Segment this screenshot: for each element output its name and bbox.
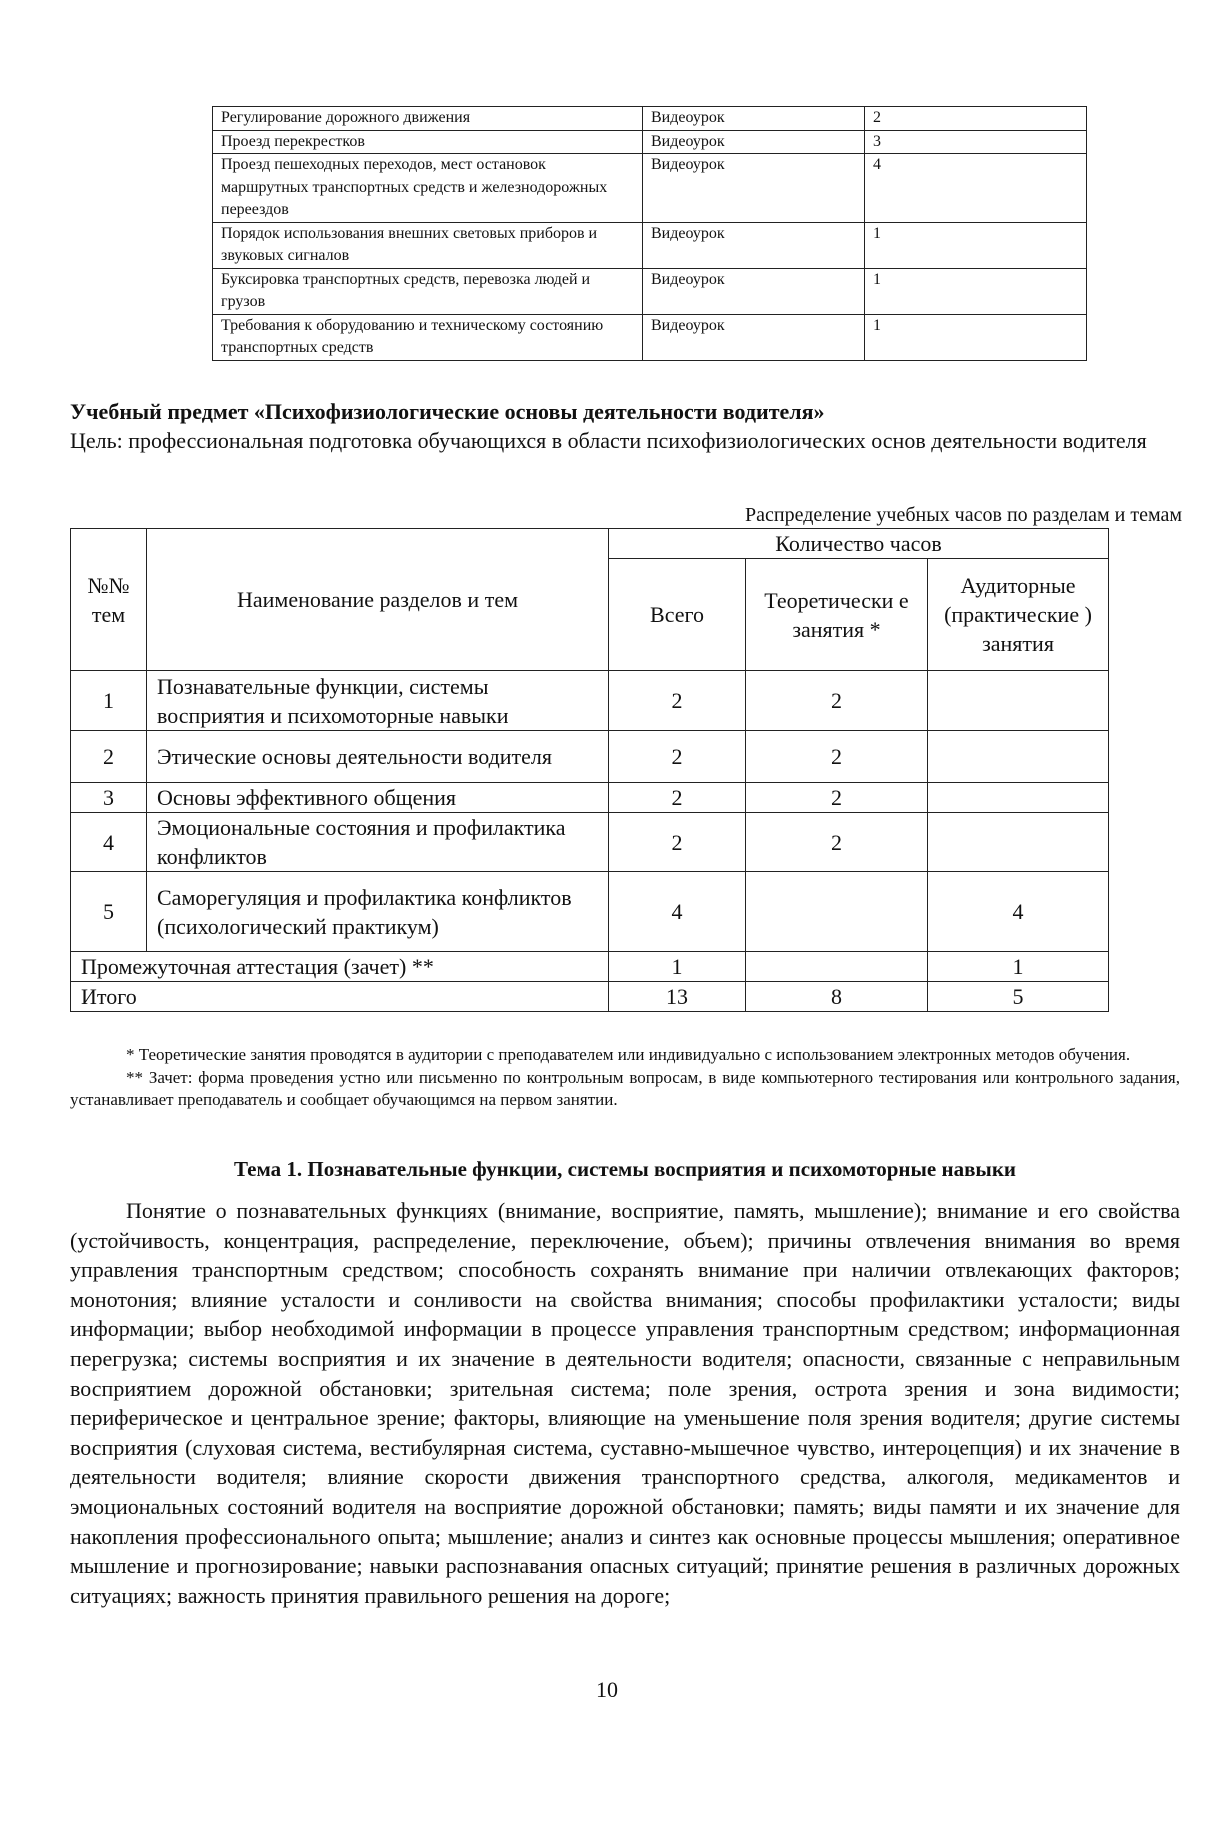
topic-total-hours: 2 — [609, 813, 746, 872]
header-name: Наименование разделов и тем — [147, 529, 609, 671]
topic-total-hours: 2 — [609, 671, 746, 731]
interim-row-label: Промежуточная аттестация (зачет) ** — [71, 952, 609, 982]
total-row — [71, 982, 1109, 1012]
topic-num: 4 — [71, 813, 147, 872]
topic-num: 5 — [71, 872, 147, 952]
lesson-row — [213, 314, 1087, 360]
hours-table — [70, 528, 1109, 1012]
topic-name: Эмоциональные состояния и профилактика конфликтов — [147, 813, 609, 872]
topic-name: Основы эффективного общения — [147, 783, 609, 813]
topic-practice-hours — [928, 731, 1109, 783]
header-total: Всего — [609, 559, 746, 671]
topic-num: 3 — [71, 783, 147, 813]
total-row-theory: 8 — [746, 982, 928, 1012]
topic-num: 1 — [71, 671, 147, 731]
total-row-total: 13 — [609, 982, 746, 1012]
lesson-type: Видеоурок — [643, 268, 865, 314]
video-lessons-table — [212, 106, 1087, 361]
note-theory: * Теоретические занятия проводятся в аудитории с преподавателем или индивидуально с использованием электронных методов обучения. — [126, 1045, 1131, 1064]
topic-row — [71, 872, 1109, 952]
total-row-label: Итого — [71, 982, 609, 1012]
lesson-hours: 4 — [865, 154, 1087, 223]
topic-row — [71, 671, 1109, 731]
lesson-name: Регулирование дорожного движения — [213, 107, 643, 131]
interim-row-total: 1 — [609, 952, 746, 982]
topic-num: 2 — [71, 731, 147, 783]
topic-total-hours: 4 — [609, 872, 746, 952]
header-theory: Теоретически е занятия * — [746, 559, 928, 671]
topic-row — [71, 731, 1109, 783]
lesson-row — [213, 154, 1087, 223]
lesson-name: Проезд пешеходных переходов, мест остановок маршрутных транспортных средств и железнодорожных переездов — [213, 154, 643, 223]
topic-total-hours: 2 — [609, 783, 746, 813]
lesson-row — [213, 130, 1087, 154]
lesson-name: Буксировка транспортных средств, перевозка людей и грузов — [213, 268, 643, 314]
subject-goal: Цель: профессиональная подготовка обучающихся в области психофизиологических основ деятельности водителя — [70, 428, 1147, 453]
lesson-type: Видеоурок — [643, 222, 865, 268]
topic-name: Познавательные функции, системы восприятия и психомоторные навыки — [147, 671, 609, 731]
total-row-practice: 5 — [928, 982, 1109, 1012]
distribution-caption: Распределение учебных часов по разделам и темам — [745, 504, 1182, 526]
interim-row — [71, 952, 1109, 982]
lesson-name: Требования к оборудованию и техническому состоянию транспортных средств — [213, 314, 643, 360]
header-hours-group: Количество часов — [609, 529, 1109, 559]
topic-name: Этические основы деятельности водителя — [147, 731, 609, 783]
header-practice: Аудиторные (практические ) занятия — [928, 559, 1109, 671]
note-exam: ** Зачет: форма проведения устно или письменно по контрольным вопросам, в виде компьютерного тестирования или контрольного задания, устанавливает преподаватель и сообщает обучающимся на первом занятии. — [70, 1067, 1180, 1109]
topic-theory-hours: 2 — [746, 783, 928, 813]
lesson-type: Видеоурок — [643, 107, 865, 131]
lesson-hours: 2 — [865, 107, 1087, 131]
topic-practice-hours — [928, 671, 1109, 731]
topic-theory-hours: 2 — [746, 813, 928, 872]
lesson-type: Видеоурок — [643, 314, 865, 360]
topic-row — [71, 783, 1109, 813]
topic-theory-hours: 2 — [746, 731, 928, 783]
topic-total-hours: 2 — [609, 731, 746, 783]
lesson-hours: 3 — [865, 130, 1087, 154]
topic-theory-hours — [746, 872, 928, 952]
interim-row-practice: 1 — [928, 952, 1109, 982]
topic-row — [71, 813, 1109, 872]
page-number: 10 — [596, 1677, 618, 1702]
table-notes — [70, 1044, 1180, 1112]
lesson-hours: 1 — [865, 268, 1087, 314]
lesson-row — [213, 222, 1087, 268]
lesson-type: Видеоурок — [643, 130, 865, 154]
lesson-name: Проезд перекрестков — [213, 130, 643, 154]
topic-title: Тема 1. Познавательные функции, системы восприятия и психомоторные навыки — [233, 1157, 1017, 1181]
subject-heading: Учебный предмет «Психофизиологические основы деятельности водителя» — [70, 399, 825, 424]
lesson-row — [213, 107, 1087, 131]
subject-block — [70, 397, 1180, 455]
lesson-name: Порядок использования внешних световых приборов и звуковых сигналов — [213, 222, 643, 268]
header-num: №№ тем — [71, 529, 147, 671]
lesson-row — [213, 268, 1087, 314]
interim-row-theory — [746, 952, 928, 982]
lesson-type: Видеоурок — [643, 154, 865, 223]
topic-name: Саморегуляция и профилактика конфликтов (психологический практикум) — [147, 872, 609, 952]
lesson-hours: 1 — [865, 222, 1087, 268]
topic-practice-hours: 4 — [928, 872, 1109, 952]
topic-practice-hours — [928, 813, 1109, 872]
lesson-hours: 1 — [865, 314, 1087, 360]
topic-body: Понятие о познавательных функциях (внимание, восприятие, память, мышление); внимание и его свойства (устойчивость, концентрация, распределение, переключение, объем); причины отвлечения внимания во время управления транспортным средством; способность сохранять внимание при наличии отвлекающих факторов; монотония; влияние усталости и сонливости на свойства внимания; способы профилактики усталости; виды информации; выбор необходимой информации в процессе управления транспортным средством; информационная перегрузка; системы восприятия и их значение в деятельности водителя; опасности, связанные с неправильным восприятием дорожной обстановки; зрительная система; поле зрения, острота зрения и зона видимости; периферическое и центральное зрение; факторы, влияющие на уменьшение поля зрения водителя; другие системы восприятия (слуховая система, вестибулярная система, суставно-мышечное чувство, интероцепция) и их значение в деятельности водителя; влияние скорости движения транспортного средства, алкоголя, медикаментов и эмоциональных состояний водителя на восприятие дорожной обстановки; память; виды памяти и их значение для накопления профессионального опыта; мышление; анализ и синтез как основные процессы мышления; оперативное мышление и прогнозирование; навыки распознавания опасных ситуаций; принятие решения в различных дорожных ситуациях; важность принятия правильного решения на дороге; — [70, 1198, 1180, 1608]
topic-practice-hours — [928, 783, 1109, 813]
topic-theory-hours: 2 — [746, 671, 928, 731]
